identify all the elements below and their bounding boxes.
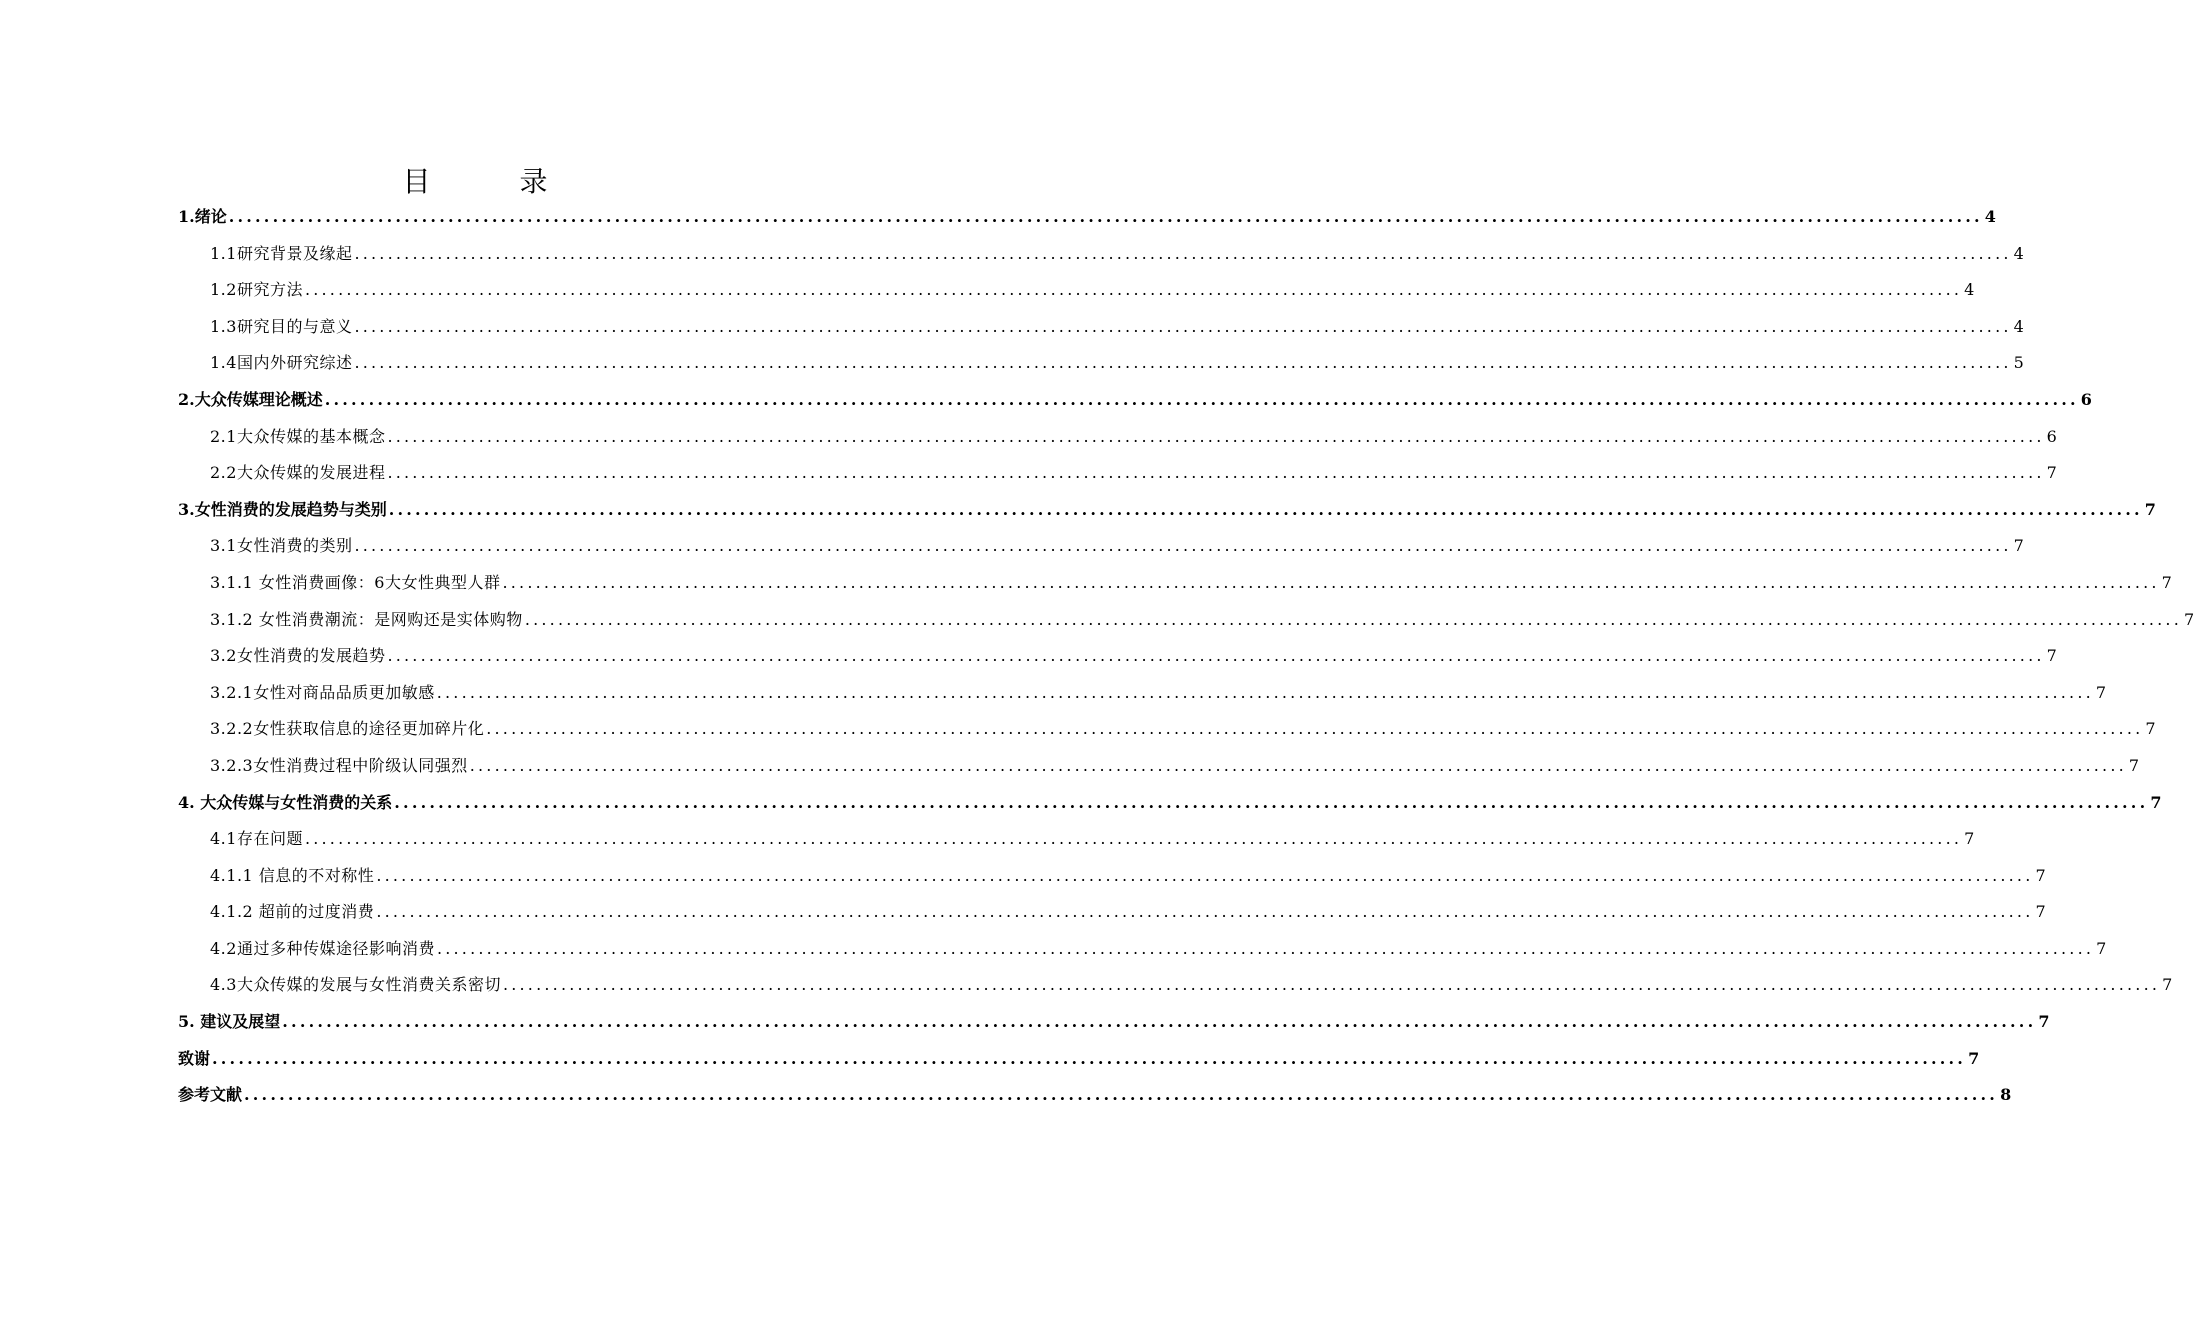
toc-dot-leader: ........................................................................................................................................................................................................ bbox=[282, 1012, 2037, 1032]
toc-entry[interactable] bbox=[178, 424, 2058, 461]
toc-dot-leader: ........................................................................................................................................................................................................ bbox=[436, 938, 2095, 958]
toc-entry-label: 4.3大众传媒的发展与女性消费关系密切 bbox=[210, 975, 501, 995]
toc-entry-page: 7 bbox=[2144, 499, 2156, 519]
toc-entry-page: 7 bbox=[1964, 829, 1975, 849]
toc-entry-page: 7 bbox=[2035, 902, 2047, 922]
toc-entry[interactable] bbox=[178, 241, 2025, 278]
toc-dot-leader: ........................................................................................................................................................................................................ bbox=[354, 353, 2012, 373]
toc-entry-label: 5. 建议及展望 bbox=[178, 1012, 281, 1032]
toc-entry-page: 7 bbox=[2184, 609, 2195, 629]
toc-dot-leader: ........................................................................................................................................................................................................ bbox=[376, 865, 2034, 885]
toc-entry[interactable] bbox=[178, 863, 2047, 900]
toc-entry-label: 2.大众传媒理论概述 bbox=[178, 389, 323, 409]
toc-entry-page: 7 bbox=[2150, 792, 2162, 812]
toc-entry-label: 2.2大众传媒的发展进程 bbox=[210, 463, 386, 483]
toc-entry[interactable] bbox=[178, 570, 2173, 607]
toc-dot-leader: ........................................................................................................................................................................................................ bbox=[502, 975, 2161, 995]
toc-entry[interactable] bbox=[178, 387, 2092, 424]
toc-entry-page: 7 bbox=[2038, 1012, 2050, 1032]
toc-entry[interactable] bbox=[178, 350, 2025, 387]
toc-entry-page: 7 bbox=[2046, 463, 2058, 483]
toc-entry-page: 7 bbox=[2035, 865, 2047, 885]
toc-entry-label: 3.1.2 女性消费潮流：是网购还是实体购物 bbox=[210, 609, 523, 629]
toc-entry-label: 1.1研究背景及缘起 bbox=[210, 243, 353, 263]
toc-dot-leader: ........................................................................................................................................................................................................ bbox=[324, 389, 2079, 409]
toc-entry[interactable] bbox=[178, 1082, 2012, 1119]
toc-dot-leader: ........................................................................................................................................................................................................ bbox=[387, 426, 2045, 446]
toc-entry[interactable] bbox=[178, 936, 2107, 973]
toc-entry[interactable] bbox=[178, 460, 2058, 497]
toc-entry[interactable] bbox=[178, 1046, 1980, 1083]
toc-dot-leader: ........................................................................................................................................................................................................ bbox=[354, 536, 2012, 556]
toc-dot-leader: ........................................................................................................................................................................................................ bbox=[436, 682, 2094, 702]
toc-dot-leader: ........................................................................................................................................................................................................ bbox=[388, 499, 2143, 519]
toc-entry[interactable] bbox=[178, 680, 2107, 717]
toc-entry-label: 4.1.1 信息的不对称性 bbox=[210, 865, 375, 885]
toc-entry-label: 3.2.2女性获取信息的途径更加碎片化 bbox=[210, 719, 485, 739]
toc-entry[interactable] bbox=[178, 607, 2195, 644]
toc-dot-leader: ........................................................................................................................................................................................................ bbox=[228, 207, 1983, 226]
toc-dot-leader: ........................................................................................................................................................................................................ bbox=[304, 829, 1963, 849]
toc-entry-page: 8 bbox=[2000, 1085, 2012, 1105]
toc-entry-label: 4. 大众传媒与女性消费的关系 bbox=[178, 792, 393, 812]
toc-entry-label: 1.绪论 bbox=[178, 207, 227, 226]
toc-dot-leader: ........................................................................................................................................................................................................ bbox=[502, 572, 2160, 592]
toc-dot-leader: ........................................................................................................................................................................................................ bbox=[387, 646, 2045, 666]
toc-dot-leader: ........................................................................................................................................................................................................ bbox=[354, 243, 2012, 263]
toc-entry[interactable] bbox=[178, 972, 2173, 1009]
toc-entry[interactable] bbox=[178, 497, 2156, 534]
toc-entry-page: 4 bbox=[1984, 207, 1996, 226]
toc-entry[interactable] bbox=[178, 899, 2047, 936]
toc-entry-label: 4.1.2 超前的过度消费 bbox=[210, 902, 375, 922]
toc-entry[interactable] bbox=[178, 643, 2058, 680]
toc-dot-leader: ........................................................................................................................................................................................................ bbox=[469, 755, 2127, 775]
toc-entry[interactable] bbox=[178, 277, 1975, 314]
toc-entry-page: 7 bbox=[2161, 572, 2173, 592]
toc-entry-label: 4.1存在问题 bbox=[210, 829, 303, 849]
toc-entry-label: 3.2.1女性对商品品质更加敏感 bbox=[210, 682, 435, 702]
toc-entry[interactable] bbox=[178, 533, 2025, 570]
toc-entry-page: 7 bbox=[2013, 536, 2025, 556]
toc-entry[interactable] bbox=[178, 826, 1975, 863]
toc-entry-page: 6 bbox=[2080, 389, 2092, 409]
toc-dot-leader: ........................................................................................................................................................................................................ bbox=[354, 316, 2012, 336]
toc-entry-page: 4 bbox=[2013, 316, 2025, 336]
toc-entry-page: 6 bbox=[2046, 426, 2058, 446]
toc-entry-label: 3.1女性消费的类别 bbox=[210, 536, 353, 556]
toc-entry-page: 7 bbox=[2095, 682, 2107, 702]
toc-entry-label: 3.1.1 女性消费画像：6大女性典型人群 bbox=[210, 572, 501, 592]
toc-dot-leader: ........................................................................................................................................................................................................ bbox=[387, 463, 2045, 483]
toc-entry-page: 4 bbox=[1964, 280, 1975, 300]
toc-entry-label: 1.4国内外研究综述 bbox=[210, 353, 353, 373]
toc-entry-page: 7 bbox=[1968, 1048, 1980, 1068]
toc-dot-leader: ........................................................................................................................................................................................................ bbox=[304, 280, 1963, 300]
toc-entry-page: 7 bbox=[2096, 938, 2107, 958]
toc-entry-label: 3.2女性消费的发展趋势 bbox=[210, 646, 386, 666]
toc-entry-label: 参考文献 bbox=[178, 1085, 243, 1105]
toc-entry[interactable] bbox=[178, 753, 2140, 790]
toc-dot-leader: ........................................................................................................................................................................................................ bbox=[244, 1085, 1999, 1105]
toc-entry-label: 3.女性消费的发展趋势与类别 bbox=[178, 499, 387, 519]
toc-dot-leader: ........................................................................................................................................................................................................ bbox=[212, 1048, 1967, 1068]
toc-title: 目 录 bbox=[402, 165, 588, 198]
toc-entry[interactable] bbox=[178, 314, 2025, 351]
toc-dot-leader: ........................................................................................................................................................................................................ bbox=[524, 609, 2182, 629]
toc-entry-label: 2.1大众传媒的基本概念 bbox=[210, 426, 386, 446]
toc-entry[interactable] bbox=[178, 790, 2162, 827]
toc-entry-page: 4 bbox=[2013, 243, 2025, 263]
toc-entry[interactable] bbox=[178, 716, 2157, 753]
toc-entry-page: 7 bbox=[2128, 755, 2140, 775]
toc-dot-leader: ........................................................................................................................................................................................................ bbox=[376, 902, 2034, 922]
toc-entry-label: 1.3研究目的与意义 bbox=[210, 316, 353, 336]
toc-entry-label: 3.2.3女性消费过程中阶级认同强烈 bbox=[210, 755, 468, 775]
toc-dot-leader: ........................................................................................................................................................................................................ bbox=[486, 719, 2144, 739]
toc-entry[interactable] bbox=[178, 1009, 2050, 1046]
toc-entry-label: 4.2通过多种传媒途径影响消费 bbox=[210, 938, 435, 958]
toc-entry-page: 7 bbox=[2145, 719, 2157, 739]
toc-entry-page: 7 bbox=[2162, 975, 2173, 995]
toc-list bbox=[178, 204, 2195, 1119]
toc-entry-label: 致谢 bbox=[178, 1048, 211, 1068]
toc-entry-page: 5 bbox=[2013, 353, 2025, 373]
toc-entry-page: 7 bbox=[2046, 646, 2058, 666]
toc-dot-leader: ........................................................................................................................................................................................................ bbox=[394, 792, 2149, 812]
toc-entry-label: 1.2研究方法 bbox=[210, 280, 303, 300]
toc-entry[interactable] bbox=[178, 204, 1996, 241]
